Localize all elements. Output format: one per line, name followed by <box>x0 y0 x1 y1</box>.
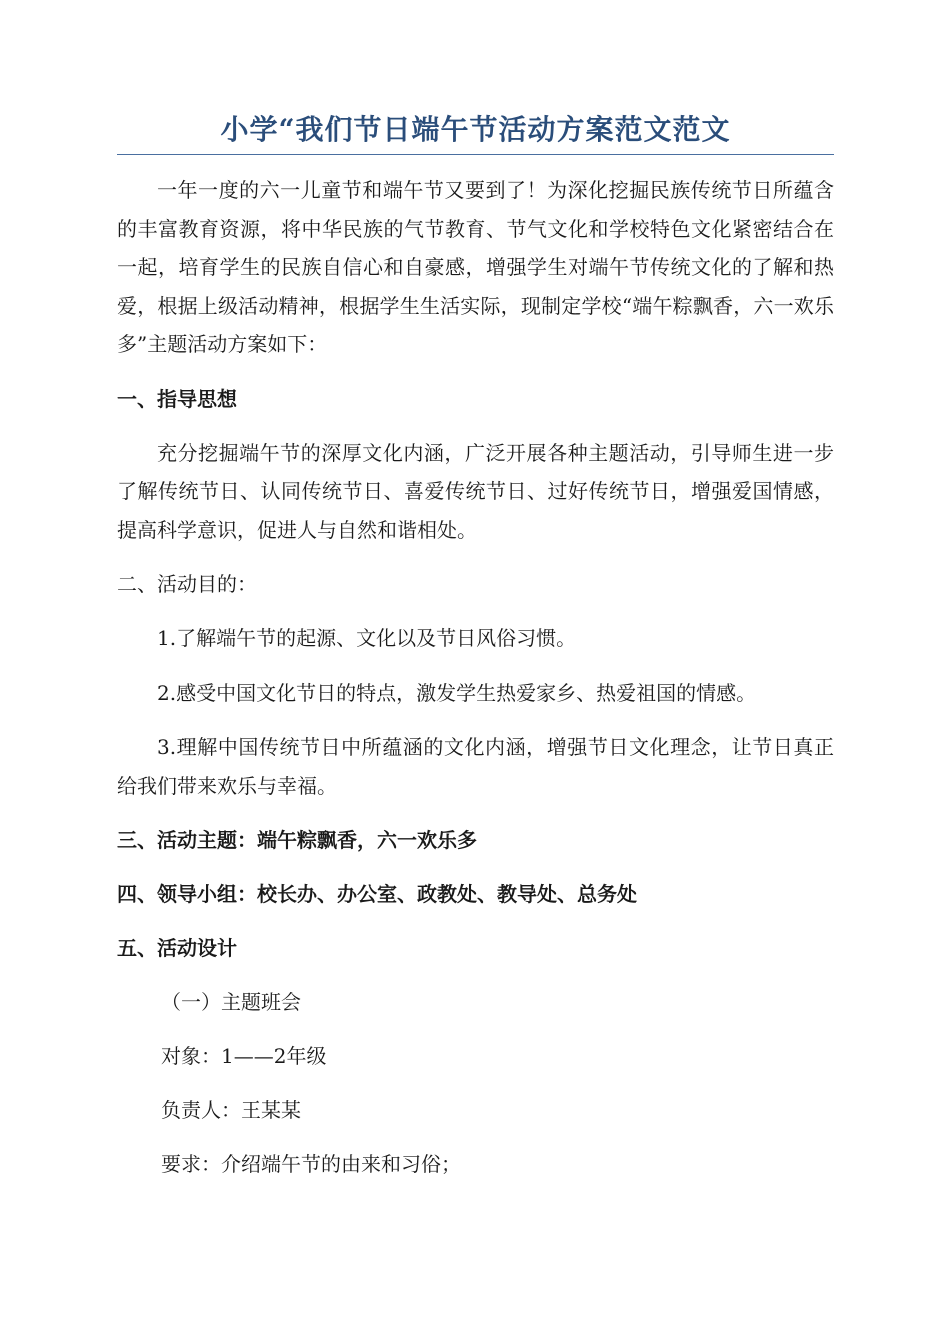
class-meeting-owner: 负责人：王某某 <box>161 1098 301 1122</box>
document-title: 小学“我们节日端午节活动方案范文范文 <box>117 108 834 155</box>
purpose-item: 1.了解端午节的起源、文化以及节日风俗习惯。 <box>157 626 577 650</box>
intro-paragraph: 一年一度的六一儿童节和端午节又要到了！为深化挖掘民族传统节日所蕴含的丰富教育资源，将中华民族的气节教育、节气文化和学校特色文化紧密结合在一起，培育学生的民族自信心和自豪感，增强学生对端午节传统文化的了解和热爱，根据上级活动精神，根据学生生活实际，现制定学校“端午粽飘香，六一欢乐多”主题活动方案如下： <box>117 178 834 356</box>
subsection-heading-class-meeting: （一）主题班会 <box>161 990 301 1014</box>
purpose-item: 3.理解中国传统节日中所蕴涵的文化内涵，增强节日文化理念，让节日真正给我们带来欢乐与幸福。 <box>117 735 834 798</box>
section-heading-design: 五、活动设计 <box>117 936 237 960</box>
document-page <box>117 108 834 1183</box>
section-heading-theme: 三、活动主题：端午粽飘香，六一欢乐多 <box>117 828 477 852</box>
class-meeting-target: 对象：1——2年级 <box>161 1044 327 1068</box>
class-meeting-requirement: 要求：介绍端午节的由来和习俗； <box>161 1152 461 1176</box>
section-heading-leadership: 四、领导小组：校长办、办公室、政教处、教导处、总务处 <box>117 882 637 906</box>
purpose-item: 2.感受中国文化节日的特点，激发学生热爱家乡、热爱祖国的情感。 <box>157 680 757 705</box>
section-heading-purpose: 二、活动目的： <box>117 572 257 596</box>
section-body-guiding-thought: 充分挖掘端午节的深厚文化内涵，广泛开展各种主题活动，引导师生进一步了解传统节日、认同传统节日、喜爱传统节日、过好传统节日，增强爱国情感，提高科学意识，促进人与自然和谐相处。 <box>117 440 834 542</box>
section-heading-guiding-thought: 一、指导思想 <box>117 386 237 411</box>
